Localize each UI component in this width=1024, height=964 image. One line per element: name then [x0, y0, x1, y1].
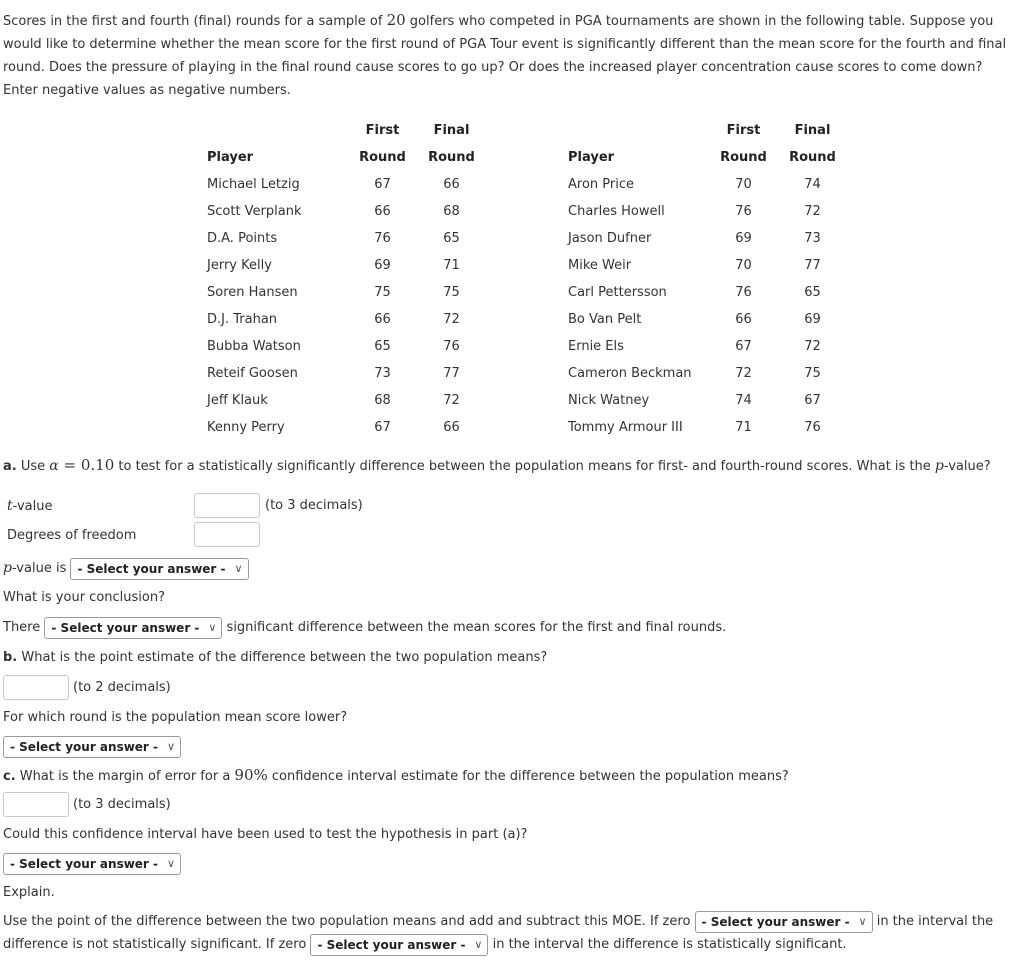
player-name: Carl Pettersson [568, 285, 667, 300]
first-round-score: 76 [374, 231, 391, 246]
table-row [203, 198, 847, 225]
table-header-bottom [203, 144, 847, 171]
sample-size: 20 [386, 11, 406, 29]
part-b-question: b. What is the point estimate of the difference between the two population means? [3, 650, 548, 665]
explain-label: Explain. [3, 885, 55, 900]
player-name: Jason Dufner [568, 231, 652, 246]
first-round-score: 74 [735, 393, 752, 408]
chevron-down-icon: ∨ [474, 937, 483, 951]
final-round-score: 75 [804, 366, 821, 381]
table-row [203, 279, 847, 306]
player-name: Michael Letzig [207, 177, 300, 192]
col-first-round: Round [359, 150, 406, 165]
first-round-score: 69 [735, 231, 752, 246]
player-name: Bubba Watson [207, 339, 301, 354]
t-value-label: t-value [7, 498, 53, 514]
col-player: Player [568, 150, 615, 165]
final-round-score: 72 [443, 393, 460, 408]
final-round-score: 67 [804, 393, 821, 408]
player-name: Jerry Kelly [207, 258, 272, 273]
player-name: D.A. Points [207, 231, 278, 246]
table-row [203, 306, 847, 333]
final-round-score: 77 [443, 366, 460, 381]
table-row [203, 333, 847, 360]
final-round-score: 77 [804, 258, 821, 273]
first-round-score: 65 [374, 339, 391, 354]
final-round-score: 65 [443, 231, 460, 246]
first-round-score: 67 [735, 339, 752, 354]
final-round-score: 71 [443, 258, 460, 273]
player-name: Soren Hansen [207, 285, 298, 300]
final-round-score: 73 [804, 231, 821, 246]
intro-text: Scores in the first and fourth (final) rounds for a sample of 20 golfers who competed in PGA tournaments are shown in the following table. Suppose you would like to determine whether the mean score for the first round of PGA Tour event is significantly different than the mean score for the fourth and final round. Does the pressure of playing in the final round cause scores to go up? Or does the increased player concentration cause scores to come down? Enter negative values as negative numbers. [3, 11, 1007, 98]
player-name: D.J. Trahan [207, 312, 278, 327]
first-round-score: 67 [374, 177, 391, 192]
ci-used-row [3, 852, 181, 875]
explain-line-2: difference is not statistically significant. If zero - Select your answer - ∨ in the interval the difference is statistically significant. [3, 933, 847, 956]
first-round-score: 75 [374, 285, 391, 300]
zero-in-interval-select-2[interactable]: - Select your answer - ∨ [310, 934, 488, 956]
chevron-down-icon: ∨ [234, 561, 243, 575]
final-round-score: 68 [443, 204, 460, 219]
first-round-score: 71 [735, 420, 752, 435]
player-name: Charles Howell [568, 204, 665, 219]
final-round-score: 65 [804, 285, 821, 300]
chevron-down-icon: ∨ [166, 856, 176, 870]
final-round-score: 69 [804, 312, 821, 327]
player-name: Scott Verplank [207, 204, 302, 219]
df-input[interactable] [194, 522, 260, 547]
chevron-down-icon: ∨ [208, 620, 217, 634]
t-value-input[interactable] [194, 493, 260, 518]
part-a-question: a. Use α = 0.10 to test for a statistically significantly difference between the population means for first- and fourth-round scores. What is the p-value? [3, 456, 991, 474]
lower-round-select[interactable]: - Select your answer - ∨ [3, 736, 181, 758]
table-header-top [203, 117, 847, 144]
table-row [203, 387, 847, 414]
col-first-top: First [726, 123, 761, 138]
first-round-score: 68 [374, 393, 391, 408]
margin-of-error-input[interactable] [3, 792, 69, 817]
lower-round-question: For which round is the population mean score lower? [3, 710, 348, 725]
table-row [203, 414, 847, 441]
explain-line-1: Use the point of the difference between the two population means and add and subtract this MOE. If zero - Select your answer - ∨ in the interval the [3, 910, 993, 933]
first-round-score: 66 [374, 312, 391, 327]
point-estimate-input[interactable] [3, 675, 69, 700]
golfer-scores-table [203, 117, 847, 441]
col-final-top: Final [794, 123, 831, 138]
margin-of-error-hint: (to 3 decimals) [73, 797, 171, 812]
pvalue-select[interactable]: - Select your answer - ∨ [70, 558, 248, 580]
player-name: Mike Weir [568, 258, 632, 273]
lower-round-row [3, 735, 181, 758]
table-row [203, 252, 847, 279]
col-player: Player [207, 150, 254, 165]
first-round-score: 76 [735, 204, 752, 219]
first-round-score: 66 [374, 204, 391, 219]
table-row [203, 360, 847, 387]
final-round-score: 72 [804, 339, 821, 354]
col-final-round: Round [789, 150, 836, 165]
col-final-round: Round [428, 150, 475, 165]
player-name: Ernie Els [568, 339, 624, 354]
ci-used-select[interactable]: - Select your answer - ∨ [3, 853, 181, 875]
col-first-top: First [365, 123, 400, 138]
final-round-score: 66 [443, 420, 460, 435]
first-round-score: 70 [735, 177, 752, 192]
player-name: Aron Price [568, 177, 634, 192]
final-round-score: 76 [443, 339, 460, 354]
player-name: Cameron Beckman [568, 366, 692, 381]
player-name: Bo Van Pelt [568, 312, 642, 327]
player-name: Kenny Perry [207, 420, 285, 435]
first-round-score: 66 [735, 312, 752, 327]
zero-in-interval-select-1[interactable]: - Select your answer - ∨ [695, 911, 873, 933]
final-round-score: 76 [804, 420, 821, 435]
player-name: Tommy Armour III [568, 420, 683, 435]
first-round-score: 73 [374, 366, 391, 381]
final-round-score: 72 [804, 204, 821, 219]
first-round-score: 72 [735, 366, 752, 381]
player-name: Jeff Klauk [207, 393, 268, 408]
df-label: Degrees of freedom [7, 528, 137, 543]
final-round-score: 75 [443, 285, 460, 300]
conclusion-select[interactable]: - Select your answer - ∨ [44, 617, 222, 639]
table-row [203, 171, 847, 198]
ci-used-question: Could this confidence interval have been used to test the hypothesis in part (a)? [3, 827, 528, 842]
player-name: Nick Watney [568, 393, 650, 408]
first-round-score: 70 [735, 258, 752, 273]
point-estimate-hint: (to 2 decimals) [73, 680, 171, 695]
first-round-score: 76 [735, 285, 752, 300]
table-row [203, 225, 847, 252]
final-round-score: 66 [443, 177, 460, 192]
part-c-question: c. What is the margin of error for a 90% confidence interval estimate for the difference between the population means? [3, 766, 789, 784]
conclusion-row: There - Select your answer - ∨ significant difference between the mean scores for the first and final rounds. [3, 616, 726, 639]
final-round-score: 72 [443, 312, 460, 327]
col-final-top: Final [433, 123, 470, 138]
first-round-score: 69 [374, 258, 391, 273]
player-name: Reteif Goosen [207, 366, 298, 381]
first-round-score: 67 [374, 420, 391, 435]
t-value-hint: (to 3 decimals) [265, 498, 363, 513]
chevron-down-icon: ∨ [858, 914, 867, 928]
final-round-score: 74 [804, 177, 821, 192]
conclusion-question: What is your conclusion? [3, 590, 165, 605]
pvalue-row: p-value is - Select your answer - ∨ [3, 557, 249, 580]
col-first-round: Round [720, 150, 767, 165]
chevron-down-icon: ∨ [166, 739, 176, 753]
